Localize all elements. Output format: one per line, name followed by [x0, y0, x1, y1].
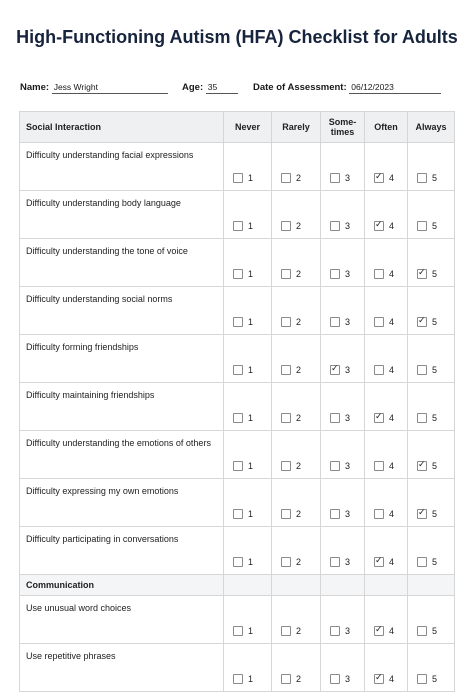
check-icon: ✓ — [375, 555, 383, 565]
option-checkbox[interactable] — [417, 557, 427, 567]
option-checkbox[interactable] — [417, 317, 427, 327]
option-number: 5 — [432, 461, 438, 471]
option-cell — [224, 143, 272, 191]
item-label: Use unusual word choices — [20, 596, 224, 644]
option-cell — [272, 479, 321, 527]
option-number: 4 — [389, 674, 395, 684]
item-label: Difficulty understanding body language — [20, 191, 224, 239]
option-cell — [408, 191, 455, 239]
check-icon: ✓ — [418, 507, 426, 517]
option-checkbox[interactable] — [330, 173, 340, 183]
checklist-body — [20, 143, 455, 692]
option-number: 5 — [432, 626, 438, 636]
option-checkbox[interactable] — [330, 413, 340, 423]
option-number: 1 — [248, 221, 254, 231]
option-checkbox[interactable] — [281, 461, 291, 471]
age-input[interactable]: 35 — [206, 82, 238, 94]
option-cell — [272, 431, 321, 479]
option-checkbox[interactable] — [233, 626, 243, 636]
option-number: 4 — [389, 173, 395, 183]
option-number: 3 — [345, 365, 351, 375]
option-cell — [272, 644, 321, 692]
option-number: 3 — [345, 461, 351, 471]
option-number: 4 — [389, 269, 395, 279]
date-label: Date of Assessment: — [253, 82, 347, 93]
option-cell — [321, 383, 365, 431]
section-row — [20, 575, 455, 596]
option-checkbox[interactable] — [374, 557, 384, 567]
section-empty-cell — [365, 575, 408, 596]
option-number: 3 — [345, 221, 351, 231]
item-label: Difficulty understanding social norms — [20, 287, 224, 335]
check-icon: ✓ — [375, 411, 383, 421]
option-cell — [321, 596, 365, 644]
option-number: 5 — [432, 173, 438, 183]
option-cell — [321, 143, 365, 191]
check-icon: ✓ — [375, 624, 383, 634]
option-cell — [224, 383, 272, 431]
item-label: Difficulty understanding facial expressions — [20, 143, 224, 191]
option-checkbox[interactable] — [233, 173, 243, 183]
check-icon: ✓ — [418, 459, 426, 469]
item-label: Difficulty understanding the tone of voice — [20, 239, 224, 287]
option-cell — [224, 527, 272, 575]
option-cell — [272, 239, 321, 287]
option-number: 2 — [296, 557, 302, 567]
option-checkbox[interactable] — [417, 365, 427, 375]
option-cell — [408, 287, 455, 335]
option-checkbox[interactable] — [374, 317, 384, 327]
option-checkbox[interactable] — [330, 557, 340, 567]
option-checkbox[interactable] — [374, 365, 384, 375]
option-number: 2 — [296, 674, 302, 684]
item-label: Difficulty participating in conversations — [20, 527, 224, 575]
header-sometimes-text: Some- times — [328, 117, 357, 137]
option-number: 3 — [345, 509, 351, 519]
date-input[interactable]: 06/12/2023 — [349, 82, 441, 94]
checklist-row — [20, 191, 455, 239]
checklist-row — [20, 431, 455, 479]
option-checkbox[interactable] — [374, 413, 384, 423]
date-field — [253, 82, 441, 94]
option-checkbox[interactable] — [233, 413, 243, 423]
age-label: Age: — [182, 82, 204, 93]
option-number: 4 — [389, 509, 395, 519]
option-cell — [408, 431, 455, 479]
option-cell — [365, 383, 408, 431]
option-number: 4 — [389, 413, 395, 423]
checklist-row — [20, 143, 455, 191]
option-checkbox[interactable] — [281, 365, 291, 375]
option-checkbox[interactable] — [233, 509, 243, 519]
option-cell — [365, 596, 408, 644]
option-cell — [272, 527, 321, 575]
option-number: 3 — [345, 317, 351, 327]
checklist-row — [20, 335, 455, 383]
option-cell — [224, 644, 272, 692]
option-checkbox[interactable] — [233, 317, 243, 327]
option-checkbox[interactable] — [374, 221, 384, 231]
checklist-row — [20, 383, 455, 431]
option-cell — [224, 287, 272, 335]
header-rarely: Rarely — [272, 112, 321, 143]
option-cell — [272, 143, 321, 191]
option-cell — [365, 239, 408, 287]
option-cell — [365, 644, 408, 692]
checklist-row — [20, 287, 455, 335]
option-number: 5 — [432, 509, 438, 519]
header-often: Often — [365, 112, 408, 143]
item-label: Difficulty expressing my own emotions — [20, 479, 224, 527]
option-checkbox[interactable] — [374, 269, 384, 279]
option-checkbox[interactable] — [281, 557, 291, 567]
option-cell — [224, 191, 272, 239]
option-cell — [321, 644, 365, 692]
option-checkbox[interactable] — [417, 221, 427, 231]
option-cell — [321, 527, 365, 575]
option-number: 1 — [248, 557, 254, 567]
item-label: Difficulty forming friendships — [20, 335, 224, 383]
option-checkbox[interactable] — [330, 365, 340, 375]
page-title: High-Functioning Autism (HFA) Checklist for Adults — [16, 27, 458, 47]
header-category: Social Interaction — [20, 112, 224, 143]
option-cell — [408, 644, 455, 692]
option-checkbox[interactable] — [281, 509, 291, 519]
option-checkbox[interactable] — [417, 626, 427, 636]
item-label: Difficulty understanding the emotions of others — [20, 431, 224, 479]
option-checkbox[interactable] — [330, 221, 340, 231]
option-number: 4 — [389, 461, 395, 471]
option-checkbox[interactable] — [281, 173, 291, 183]
option-cell — [272, 596, 321, 644]
check-icon: ✓ — [331, 363, 339, 373]
check-icon: ✓ — [418, 267, 426, 277]
option-cell — [224, 239, 272, 287]
option-cell — [408, 239, 455, 287]
option-cell — [224, 479, 272, 527]
option-cell — [365, 527, 408, 575]
option-number: 4 — [389, 626, 395, 636]
option-cell — [408, 596, 455, 644]
checklist-row — [20, 527, 455, 575]
header-always: Always — [408, 112, 455, 143]
option-checkbox[interactable] — [281, 221, 291, 231]
header-row — [20, 112, 455, 143]
option-checkbox[interactable] — [417, 173, 427, 183]
option-cell — [224, 431, 272, 479]
option-cell — [321, 479, 365, 527]
option-checkbox[interactable] — [233, 557, 243, 567]
option-checkbox[interactable] — [330, 269, 340, 279]
option-checkbox[interactable] — [374, 674, 384, 684]
checklist-row — [20, 596, 455, 644]
option-checkbox[interactable] — [417, 674, 427, 684]
option-number: 1 — [248, 674, 254, 684]
option-cell — [365, 143, 408, 191]
section-empty-cell — [321, 575, 365, 596]
option-cell — [272, 191, 321, 239]
option-checkbox[interactable] — [281, 674, 291, 684]
option-checkbox[interactable] — [330, 461, 340, 471]
name-field — [20, 82, 168, 94]
option-checkbox[interactable] — [374, 626, 384, 636]
option-checkbox[interactable] — [330, 317, 340, 327]
option-cell — [365, 479, 408, 527]
check-icon: ✓ — [418, 315, 426, 325]
option-cell — [408, 143, 455, 191]
option-cell — [365, 335, 408, 383]
option-number: 3 — [345, 173, 351, 183]
option-checkbox[interactable] — [281, 413, 291, 423]
check-icon: ✓ — [375, 672, 383, 682]
option-number: 5 — [432, 557, 438, 567]
option-cell — [272, 383, 321, 431]
option-cell — [365, 287, 408, 335]
option-checkbox[interactable] — [417, 509, 427, 519]
option-cell — [224, 596, 272, 644]
option-checkbox[interactable] — [281, 269, 291, 279]
option-checkbox[interactable] — [417, 413, 427, 423]
option-number: 3 — [345, 626, 351, 636]
section-title: Communication — [20, 575, 224, 596]
option-number: 4 — [389, 365, 395, 375]
option-cell — [272, 335, 321, 383]
option-number: 1 — [248, 317, 254, 327]
option-checkbox[interactable] — [374, 509, 384, 519]
option-number: 2 — [296, 173, 302, 183]
option-cell — [272, 287, 321, 335]
option-number: 4 — [389, 317, 395, 327]
option-cell — [408, 527, 455, 575]
option-cell — [365, 191, 408, 239]
option-number: 1 — [248, 626, 254, 636]
checklist-row — [20, 239, 455, 287]
option-checkbox[interactable] — [233, 221, 243, 231]
option-number: 2 — [296, 317, 302, 327]
option-number: 2 — [296, 509, 302, 519]
header-sometimes — [321, 112, 365, 143]
option-checkbox[interactable] — [233, 269, 243, 279]
option-checkbox[interactable] — [233, 365, 243, 375]
option-cell — [365, 431, 408, 479]
checklist-table — [19, 111, 455, 692]
item-label: Difficulty maintaining friendships — [20, 383, 224, 431]
option-number: 1 — [248, 509, 254, 519]
option-checkbox[interactable] — [281, 317, 291, 327]
option-checkbox[interactable] — [233, 674, 243, 684]
option-cell — [321, 191, 365, 239]
section-empty-cell — [272, 575, 321, 596]
option-checkbox[interactable] — [330, 626, 340, 636]
item-label: Use repetitive phrases — [20, 644, 224, 692]
name-label: Name: — [20, 82, 50, 93]
option-checkbox[interactable] — [330, 674, 340, 684]
option-cell — [224, 335, 272, 383]
option-checkbox[interactable] — [374, 461, 384, 471]
option-number: 1 — [248, 269, 254, 279]
option-checkbox[interactable] — [233, 461, 243, 471]
option-number: 1 — [248, 365, 254, 375]
name-input[interactable]: Jess Wright — [52, 82, 168, 94]
option-cell — [321, 239, 365, 287]
option-number: 1 — [248, 413, 254, 423]
option-number: 4 — [389, 221, 395, 231]
option-cell — [408, 383, 455, 431]
option-checkbox[interactable] — [417, 269, 427, 279]
option-cell — [321, 287, 365, 335]
option-number: 5 — [432, 317, 438, 327]
option-number: 3 — [345, 674, 351, 684]
option-number: 3 — [345, 413, 351, 423]
section-empty-cell — [224, 575, 272, 596]
option-cell — [408, 479, 455, 527]
option-number: 2 — [296, 626, 302, 636]
option-number: 1 — [248, 461, 254, 471]
option-number: 1 — [248, 173, 254, 183]
option-number: 2 — [296, 413, 302, 423]
section-empty-cell — [408, 575, 455, 596]
option-checkbox[interactable] — [374, 173, 384, 183]
option-cell — [408, 335, 455, 383]
assessment-fields — [20, 82, 454, 96]
option-cell — [321, 431, 365, 479]
option-checkbox[interactable] — [281, 626, 291, 636]
option-number: 3 — [345, 269, 351, 279]
option-number: 4 — [389, 557, 395, 567]
option-number: 5 — [432, 269, 438, 279]
option-number: 5 — [432, 674, 438, 684]
option-number: 2 — [296, 365, 302, 375]
option-checkbox[interactable] — [417, 461, 427, 471]
option-number: 2 — [296, 221, 302, 231]
checklist-row — [20, 644, 455, 692]
header-never: Never — [224, 112, 272, 143]
option-number: 5 — [432, 221, 438, 231]
check-icon: ✓ — [375, 171, 383, 181]
option-number: 2 — [296, 461, 302, 471]
check-icon: ✓ — [375, 219, 383, 229]
age-field — [182, 82, 238, 94]
checklist-row — [20, 479, 455, 527]
option-number: 5 — [432, 413, 438, 423]
option-number: 2 — [296, 269, 302, 279]
option-checkbox[interactable] — [330, 509, 340, 519]
option-number: 3 — [345, 557, 351, 567]
option-cell — [321, 335, 365, 383]
option-number: 5 — [432, 365, 438, 375]
